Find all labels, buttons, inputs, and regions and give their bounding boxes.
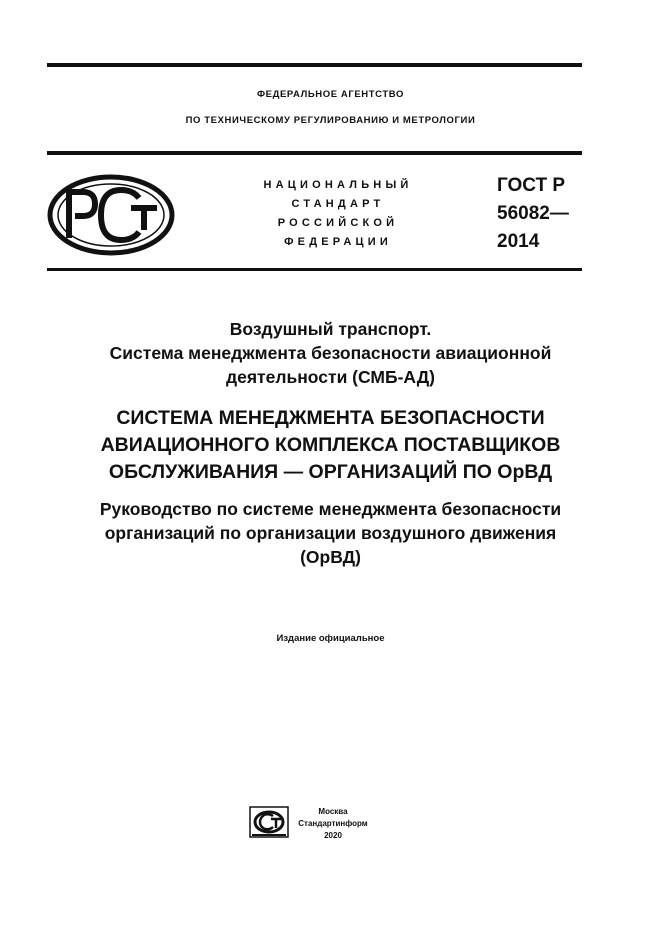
title-part-2-line: СИСТЕМА МЕНЕДЖМЕНТА БЕЗОПАСНОСТИ xyxy=(116,407,545,429)
agency-line-2: ПО ТЕХНИЧЕСКОМУ РЕГУЛИРОВАНИЮ И МЕТРОЛОГИИ xyxy=(185,115,476,126)
publisher-year: 2020 xyxy=(324,831,342,840)
standard-type-line-3: РОССИЙСКОЙ xyxy=(277,217,399,229)
standard-type-line-1: НАЦИОНАЛЬНЫЙ xyxy=(263,179,413,191)
title-part-1-line: Воздушный транспорт. xyxy=(229,319,432,339)
title-part-2-line: ОБСЛУЖИВАНИЯ — ОРГАНИЗАЦИЙ ПО ОрВД xyxy=(108,461,553,483)
title-part-2 xyxy=(30,405,631,486)
standard-type-line-2: СТАНДАРТ xyxy=(291,198,385,210)
top-rule xyxy=(47,63,582,67)
title-part-1-line: деятельности (СМБ-АД) xyxy=(226,367,435,387)
edition-label: Издание официальное xyxy=(276,633,385,644)
title-part-3-line: (ОрВД) xyxy=(300,547,361,567)
header-rule xyxy=(47,151,582,155)
title-part-3-line: организаций по организации воздушного движения xyxy=(104,523,557,543)
standartinform-logo-icon xyxy=(249,806,289,838)
publisher-city: Москва xyxy=(318,807,348,816)
standard-type-line-4: ФЕДЕРАЦИИ xyxy=(284,236,392,248)
title-part-1 xyxy=(30,317,631,389)
title-part-2-line: АВИАЦИОННОГО КОМПЛЕКСА ПОСТАВЩИКОВ xyxy=(100,434,561,456)
agency-line-1: ФЕДЕРАЛЬНОЕ АГЕНТСТВО xyxy=(256,89,405,100)
publisher-name: Стандартинформ xyxy=(298,819,368,828)
title-part-3 xyxy=(30,497,631,569)
standard-rule xyxy=(47,268,582,271)
designation-line-3: 2014 xyxy=(497,231,540,252)
publisher-imprint xyxy=(295,806,371,842)
title-part-3-line: Руководство по системе менеджмента безопасности xyxy=(99,499,562,519)
designation-line-2: 56082— xyxy=(497,203,569,224)
gost-r-emblem-icon xyxy=(47,174,175,256)
title-part-1-line: Система менеджмента безопасности авиационной xyxy=(109,343,552,363)
designation-line-1: ГОСТ Р xyxy=(497,175,566,196)
